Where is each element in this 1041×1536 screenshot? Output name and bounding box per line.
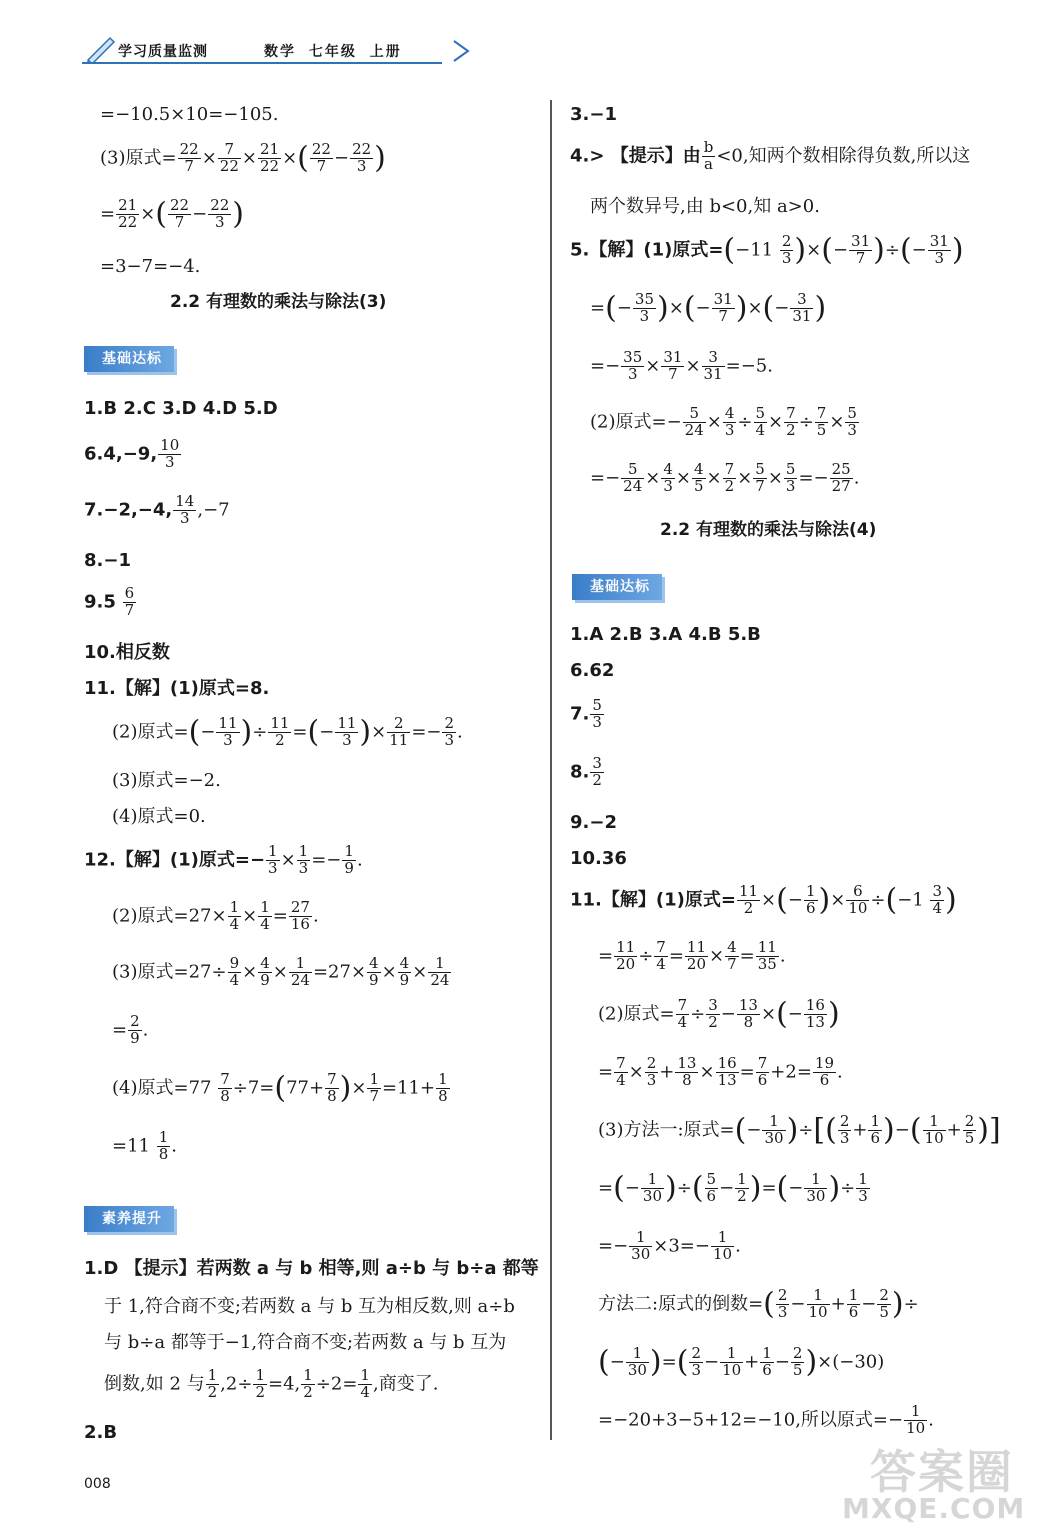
answer-line: (2)原式=(− $\frac{11}{3}$ )÷ $\frac{11}{2}$ =(− $\frac{11}{3}$ )× $\frac{2}{11}$ =− $\frac{2}{3}$ .	[112, 714, 463, 750]
answer-line: 10.36	[570, 848, 627, 869]
answer-line: 于 1,符合商不变;若两数 a 与 b 互为相反数,则 a÷b	[104, 1296, 515, 1317]
answer-line: = $\frac{11}{20}$ ÷ $\frac{7}{4}$ = $\frac{11}{20}$ × $\frac{4}{7}$ = $\frac{11}{35}$ .	[598, 938, 786, 973]
page-number: 008	[84, 1476, 111, 1492]
answer-line: 9.−2	[570, 812, 617, 833]
answer-line: 倒数,如 2 与 $\frac{1}{2}$ ,2÷ $\frac{1}{2}$ =4, $\frac{1}{2}$ ÷2= $\frac{1}{4}$ ,商变了.	[104, 1366, 439, 1401]
answer-line: 1.B 2.C 3.D 4.D 5.D	[84, 398, 278, 419]
answer-line: (2)原式=27× $\frac{1}{4}$ × $\frac{1}{4}$ = $\frac{27}{16}$ .	[112, 898, 319, 933]
answer-line: 与 b÷a 都等于−1,符合商不变;若两数 a 与 b 互为	[104, 1332, 507, 1353]
subject-label: 数学 七年级 上册	[264, 44, 402, 60]
answer-line: 3.−1	[570, 104, 617, 125]
answer-line: 11.【解】(1)原式=8.	[84, 678, 270, 699]
line: =−10.5×10=−105.	[100, 104, 279, 125]
answer-line: 10.相反数	[84, 642, 170, 663]
book-title: 学习质量监测	[118, 44, 208, 60]
chevron-right-icon	[448, 38, 474, 64]
answer-line: (4)原式=77 $\frac{7}{8}$ ÷7=(77+ $\frac{7}{8}$ )× $\frac{1}{7}$ =11+ $\frac{1}{8}$	[112, 1070, 448, 1106]
answer-line: 4.> 【提示】由 $\frac{b}{a}$ <0,知两个数相除得负数,所以这	[570, 138, 971, 173]
section-title: 2.2 有理数的乘法与除法(3)	[170, 292, 387, 312]
answer-line: 7. $\frac{5}{3}$	[570, 696, 602, 731]
answer-line: 11.【解】(1)原式= $\frac{11}{2}$ ×(− $\frac{1}{6}$ )× $\frac{6}{10}$ ÷(−1 $\frac{3}{4}$ )	[570, 882, 957, 918]
answer-line: 6.62	[570, 660, 615, 681]
answer-line: 8. $\frac{3}{2}$	[570, 754, 602, 789]
answer-line: =(− $\frac{35}{3}$ )×(− $\frac{31}{7}$ )×(− $\frac{3}{31}$ )	[590, 290, 827, 326]
answer-line: (− $\frac{1}{30}$ )=( $\frac{2}{3}$ − $\frac{1}{10}$ + $\frac{1}{6}$ − $\frac{2}{5}$ )×(−30)	[598, 1344, 885, 1380]
line: (3)原式= $\frac{22}{7}$ × $\frac{7}{22}$ × $\frac{21}{22}$ ×( $\frac{22}{7}$ − $\frac{22}{3}$ )	[100, 140, 386, 176]
answer-line: (3)原式=−2.	[112, 770, 221, 791]
answer-line: =− $\frac{35}{3}$ × $\frac{31}{7}$ × $\frac{3}{31}$ =−5.	[590, 348, 773, 383]
answer-line: 两个数异号,由 b<0,知 a>0.	[590, 196, 820, 217]
answer-line: =−20+3−5+12=−10,所以原式=− $\frac{1}{10}$ .	[598, 1402, 934, 1437]
answer-line: =11 $\frac{1}{8}$ .	[112, 1128, 178, 1163]
answer-line: 5.【解】(1)原式=(−11 $\frac{2}{3}$ )×(− $\frac{31}{7}$ )÷(− $\frac{31}{3}$ )	[570, 232, 964, 268]
pen-icon	[84, 34, 118, 64]
answer-line: 2.B	[84, 1422, 118, 1443]
answer-line: 6.4,−9, $\frac{10}{3}$	[84, 436, 180, 471]
answer-line: (3)方法一:原式=(− $\frac{1}{30}$ )÷[( $\frac{2}{3}$ + $\frac{1}{6}$ )−( $\frac{1}{10}$ + $\frac{2}{5}$ )]	[598, 1112, 1001, 1148]
answer-line: =− $\frac{5}{24}$ × $\frac{4}{3}$ × $\frac{4}{5}$ × $\frac{7}{2}$ × $\frac{5}{7}$ × $\frac{5}{3}$ =− $\frac{25}{27}$ .	[590, 460, 860, 495]
answer-line: 1.A 2.B 3.A 4.B 5.B	[570, 624, 761, 645]
answer-line: (2)原式=− $\frac{5}{24}$ × $\frac{4}{3}$ ÷ $\frac{5}{4}$ × $\frac{7}{2}$ ÷ $\frac{7}{5}$ × $\frac{5}{3}$	[590, 404, 857, 439]
page-header	[78, 34, 478, 68]
line: = $\frac{21}{22}$ ×( $\frac{22}{7}$ − $\frac{22}{3}$ )	[100, 196, 244, 232]
answer-line: 8.−1	[84, 550, 131, 571]
answer-line: 方法二:原式的倒数=( $\frac{2}{3}$ − $\frac{1}{10}$ + $\frac{1}{6}$ − $\frac{2}{5}$ )÷	[598, 1286, 919, 1322]
section-title: 2.2 有理数的乘法与除法(4)	[660, 520, 877, 540]
answer-line: 12.【解】(1)原式=− $\frac{1}{3}$ × $\frac{1}{3}$ =− $\frac{1}{9}$ .	[84, 842, 363, 877]
section-badge: 素养提升	[84, 1206, 174, 1232]
section-badge: 基础达标	[84, 346, 174, 372]
answer-line: (4)原式=0.	[112, 806, 206, 827]
answer-line: 7.−2,−4, $\frac{14}{3}$ ,−7	[84, 492, 230, 527]
answer-line: =(− $\frac{1}{30}$ )÷( $\frac{5}{6}$ − $\frac{1}{2}$ )=(− $\frac{1}{30}$ )÷ $\frac{1}{3}$	[598, 1170, 868, 1206]
section-badge: 基础达标	[572, 574, 662, 600]
answer-line: = $\frac{7}{4}$ × $\frac{2}{3}$ + $\frac{13}{8}$ × $\frac{16}{13}$ = $\frac{7}{6}$ +2= $\frac{19}{6}$ .	[598, 1054, 843, 1089]
answer-line: = $\frac{2}{9}$ .	[112, 1012, 149, 1047]
column-divider	[550, 100, 552, 1440]
header-rule	[82, 62, 442, 64]
answer-line: =− $\frac{1}{30}$ ×3=− $\frac{1}{10}$ .	[598, 1228, 741, 1263]
answer-line: (2)原式= $\frac{7}{4}$ ÷ $\frac{3}{2}$ − $\frac{13}{8}$ ×(− $\frac{16}{13}$ )	[598, 996, 840, 1032]
watermark: 答案圈 MXQE.COM	[842, 1445, 1026, 1525]
answer-line: (3)原式=27÷ $\frac{9}{4}$ × $\frac{4}{9}$ × $\frac{1}{24}$ =27× $\frac{4}{9}$ × $\frac{4}{9}$ × $\frac{1}{24}$	[112, 954, 450, 989]
answer-line: 1.D 【提示】若两数 a 与 b 相等,则 a÷b 与 b÷a 都等	[84, 1258, 539, 1279]
answer-line: 9.5 $\frac{6}{7}$	[84, 584, 135, 619]
line: =3−7=−4.	[100, 256, 201, 277]
